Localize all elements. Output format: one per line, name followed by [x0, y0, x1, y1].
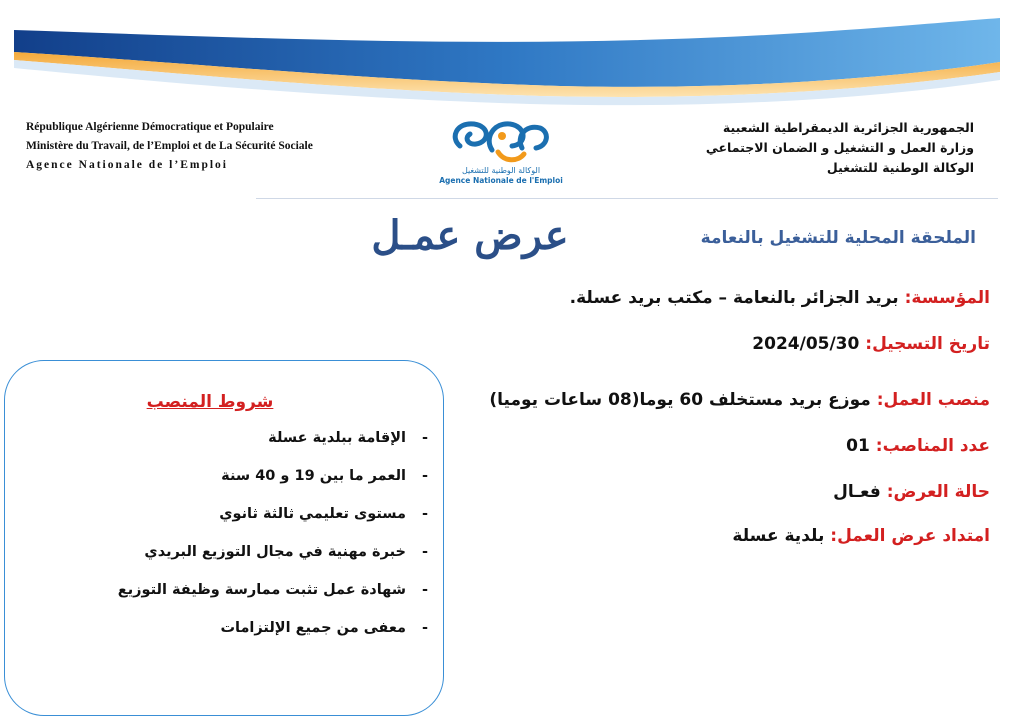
logo-french-text: Agence Nationale de l'Emploi [439, 176, 563, 185]
condition-item: -خبرة مهنية في مجال التوزيع البريدي [144, 544, 428, 560]
anem-logo [436, 116, 566, 194]
condition-text: معفى من جميع الإلتزامات [220, 620, 406, 636]
header-wave-banner [0, 0, 1024, 110]
institution-label: المؤسسة: [904, 288, 990, 308]
condition-text: شهادة عمل تثبت ممارسة وظيفة التوزيع [117, 582, 406, 598]
positions-count-label: عدد المناصب: [875, 436, 990, 456]
institution-value: بريد الجزائر بالنعامة – مكتب بريد عسلة. [569, 288, 899, 308]
local-annex-name: الملحقة المحلية للتشغيل بالنعامة [700, 228, 976, 248]
positions-count-row [846, 436, 990, 456]
header-french-line-ministry: Ministère du Travail, de l’Emploi et de La Sécurité Sociale [26, 140, 313, 152]
offer-scope-label: امتداد عرض العمل: [830, 526, 990, 546]
header-arabic-block [554, 118, 974, 178]
condition-item: -شهادة عمل تثبت ممارسة وظيفة التوزيع [117, 582, 428, 598]
header-arabic-line-ministry: وزارة العمل و التشغيل و الضمان الاجتماعي [705, 140, 974, 155]
header-arabic-line-republic: الجمهورية الجزائرية الديمقراطية الشعبية [722, 120, 974, 135]
header-french-line-agency: Agence Nationale de l’Emploi [26, 159, 228, 171]
offer-status-row [833, 482, 990, 502]
position-row [489, 390, 990, 410]
condition-item: -معفى من جميع الإلتزامات [220, 620, 428, 636]
page-title: عرض عمـل [371, 212, 569, 259]
registration-date-label: تاريخ التسجيل: [865, 334, 990, 354]
condition-text: مستوى تعليمي ثالثة ثانوي [219, 506, 406, 522]
institution-row [570, 288, 990, 308]
condition-text: خبرة مهنية في مجال التوزيع البريدي [144, 544, 406, 560]
condition-item: -العمر ما بين 19 و 40 سنة [221, 468, 428, 484]
offer-scope-row [732, 526, 990, 546]
header-arabic-line-agency: الوكالة الوطنية للتشغيل [826, 160, 974, 175]
anem-logo-icon [446, 116, 556, 166]
offer-status-label: حالة العرض: [886, 482, 990, 502]
header-french-block [26, 118, 426, 175]
conditions-title: شروط المنصب [146, 392, 274, 412]
offer-status-value: فعـال [833, 482, 881, 502]
logo-arabic-text: الوكالة الوطنية للتشغيل [461, 166, 541, 175]
header-french-line-republic: République Algérienne Démocratique et Populaire [26, 121, 274, 133]
condition-text: العمر ما بين 19 و 40 سنة [221, 468, 406, 484]
condition-item: -الإقامة ببلدية عسلة [268, 430, 428, 446]
conditions-list [118, 424, 428, 652]
position-label: منصب العمل: [876, 390, 990, 410]
offer-scope-value: بلدية عسلة [732, 526, 825, 546]
registration-date-row [752, 334, 990, 354]
condition-item: -مستوى تعليمي ثالثة ثانوي [219, 506, 428, 522]
registration-date-value: 2024/05/30 [752, 334, 860, 354]
header-divider [256, 198, 998, 199]
condition-text: الإقامة ببلدية عسلة [268, 430, 406, 446]
positions-count-value: 01 [846, 436, 870, 456]
position-value: موزع بريد مستخلف 60 يوما(08 ساعات يوميا) [489, 390, 871, 410]
